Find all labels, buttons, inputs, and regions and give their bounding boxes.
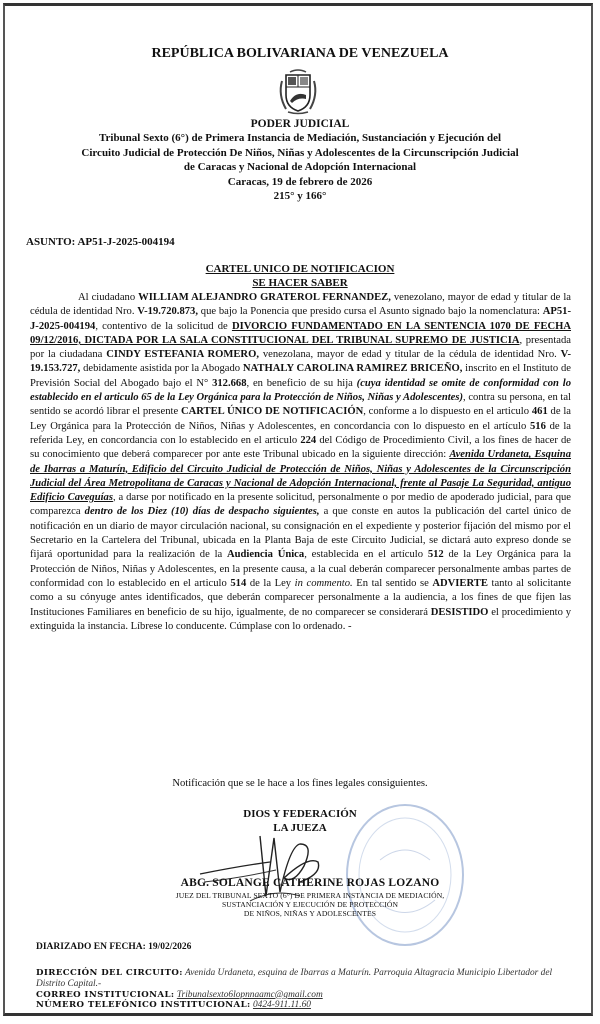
cartel-subtitle: SE HACER SABER [252,277,348,289]
cartel-title: CARTEL UNICO DE NOTIFICACION [205,263,395,275]
telefono-value: 0424-911.11.60 [252,1000,311,1011]
notification-closing: Notificación que se le hace a los fines legales consiguientes. [172,778,428,789]
notification-body [30,291,571,634]
years-line: 215° y 166° [273,190,327,202]
body-paragraph [30,291,571,634]
la-jueza: LA JUEZA [273,822,327,834]
body-text: de la Ley Orgánica para la Protección de Niños, Niñas y Adolescentes, en concordancia con lo dispuesto en el artículo [30,406,571,432]
body-text: , conforme a lo dispuesto en el articulo [363,406,532,418]
article-ref: 514 [230,577,247,589]
desistido: DESISTIDO [430,606,489,618]
cartel-inline: CARTEL ÚNICO DE NOTIFICACIÓN [180,406,364,418]
body-text: de la Ley [246,577,295,589]
coat-of-arms-icon [272,67,324,115]
judge-name: ABG. SOLANGE CATHERINE ROJAS LOZANO [180,877,440,889]
body-text: , contra su persona, en tal sentido se acordó librar el presente [30,392,571,418]
body-text: a que conste en autos la publicación del cartel único de notificación en un diario de mayor circulación nacional, su consignación en el expediente y posterior fijación del mismo por el Secretario en la Cartelera del Tribunal, ubicada en la Planta Baja de este Circuito Judicial, se dictará auto expreso donde se fijará oportunidad para la realización de la [30,506,572,561]
correo-label: CORREO INSTITUCIONAL: [36,989,175,1000]
audiencia: Audiencia Única [227,549,305,561]
article-ref: 224 [300,434,317,446]
header-republica: REPÚBLICA BOLIVARIANA DE VENEZUELA [151,46,449,61]
judge-title [110,891,510,918]
body-text: , en beneficio de su hija [246,377,357,389]
body-text: venezolano, mayor de edad y titular de la cédula de identidad Nro. [30,292,572,318]
judge-title-line: JUEZ DEL TRIBUNAL SEXTO (6°) DE PRIMERA INSTANCIA DE MEDIACIÓN, [175,891,445,900]
body-text: , contentivo de la solicitud de [95,320,232,332]
judge-title-line: SUSTANCIACIÓN Y EJECUCIÓN DE PROTECCIÓN [221,900,399,909]
in-commento: in commento. [294,577,353,589]
body-text: , a darse por notificado en la presente solicitud, personalmente o por medio de apoderado judicial, para que comparezca [30,492,571,518]
body-text: el procedimiento y extinguida la instancia. Líbrese lo conducente. Cúmplase con lo ordenado. - [30,606,571,632]
dios-y-federacion: DIOS Y FEDERACIÓN [243,808,357,820]
article-ref: 516 [530,420,546,432]
lawyer-name: NATHALY CAROLINA RAMIREZ BRICEÑO, [242,363,463,375]
asunto-inline: AP51-J-2025-004194 [30,306,571,332]
applicant-name: CINDY ESTEFANIA ROMERO, [106,349,259,361]
body-text: debidamente asistida por la Abogado [80,363,243,375]
asunto-reference: ASUNTO: AP51-J-2025-004194 [26,236,175,248]
tribunal-line: Tribunal Sexto (6°) de Primera Instancia de Mediación, Sustanciación y Ejecución del [98,132,502,144]
respondent-id: V-19.720.873, [137,306,198,318]
article-ref: 512 [427,549,444,561]
cartel-heading [0,262,600,290]
body-text: En tal sentido se [352,577,433,589]
tribunal-address: Avenida Urdaneta, Esquina de Ibarras a Maturín, Edificio del Circuito Judicial de Protección de Niños, Niñas y Adolescentes de la Circunscripción Judicial del Área Metropolitana de Caracas y Nacional de Adopción Internacional, frente al Pasaje La Seguridad, antiguo Edificio Caveguías [30,449,571,504]
judge-title-line: DE NIÑOS, NIÑAS Y ADOLESCENTES [243,909,377,918]
inpre-number: 312.668 [212,377,247,389]
body-text: venezolana, mayor de edad y titular de la cédula de identidad Nro. [258,349,561,361]
body-text: , presentada por la ciudadana [30,334,571,361]
solicitud-type: DIVORCIO FUNDAMENTADO EN LA SENTENCIA 1070 DE FECHA 09/12/2016, DICTADA POR LA SALA CONSTITUCIONAL DEL TRIBUNAL SUPREMO DE JUSTICIA [30,320,572,346]
body-text: que bajo la Ponencia que presido cursa el Asunto signado bajo la nomenclatura: [198,306,543,318]
body-text: , establecida en el artículo [304,549,428,561]
article-ref: 461 [531,406,548,418]
deadline: dentro de los Diez (10) días de despacho siguientes, [84,506,320,518]
correo-link[interactable]: Tribunalsexto6lopnnaamc@gmail.com [176,989,323,1000]
poder-judicial: PODER JUDICIAL [250,118,350,130]
tribunal-line: de Caracas y Nacional de Adopción Internacional [183,161,417,173]
body-text: Al ciudadano [78,292,139,303]
body-text: de la Ley Orgánica para la Protección de Niños, Niñas y Adolescentes, en la presente causa, a la cual deberán comparecer personalmente ambas partes de conformidad con lo establecido en el articulo [30,549,572,589]
identity-omission-note: (cuya identidad se omite de conformidad con lo establecido en el articulo 65 de la Ley Orgánica para la Protección de Niños, Niñas y Adolescentes) [30,377,571,404]
direccion-label: DIRECCIÓN DEL CIRCUITO: [36,968,183,978]
body-text: tanto al solicitante como a su cónyuge antes identificados, que deberán comparecer personalmente a la audiencia, a los fines de que fijen las Instituciones Familiares en beneficio de su hijo, igualmente, de no comparecer se considerará [30,577,572,618]
tribunal-heading [20,131,580,204]
telefono-label: NÚMERO TELEFÓNICO INSTITUCIONAL: [36,1000,251,1011]
body-text: del Código de Procedimiento Civil, a los fines de hacer de su conocimiento que deberá comparecer por ante este Tribunal ubicado en la siguiente dirección: [30,434,572,461]
footer-contact [36,968,576,1011]
body-text: de la referida Ley, en concordancia con lo establecido en el articulo [30,420,571,446]
direccion-value: Avenida Urdaneta, esquina de Ibarras a Maturín. Parroquia Altagracia Municipio Libertador del Distrito Capital.- [36,968,553,989]
tribunal-line: Circuito Judicial de Protección De Niños, Niñas y Adolescentes de la Circunscripción Judicial [81,146,519,159]
date-line: Caracas, 19 de febrero de 2026 [227,175,373,188]
applicant-id: V-19.153.727, [30,349,572,375]
respondent-name: WILLIAM ALEJANDRO GRATEROL FERNANDEZ, [138,292,391,303]
body-text: inscrito en el Instituto de Previsión Social del Abogado bajo el N° [30,363,571,389]
diarizado-date: DIARIZADO EN FECHA: 19/02/2026 [36,942,192,952]
advierte: ADVIERTE [432,577,488,589]
